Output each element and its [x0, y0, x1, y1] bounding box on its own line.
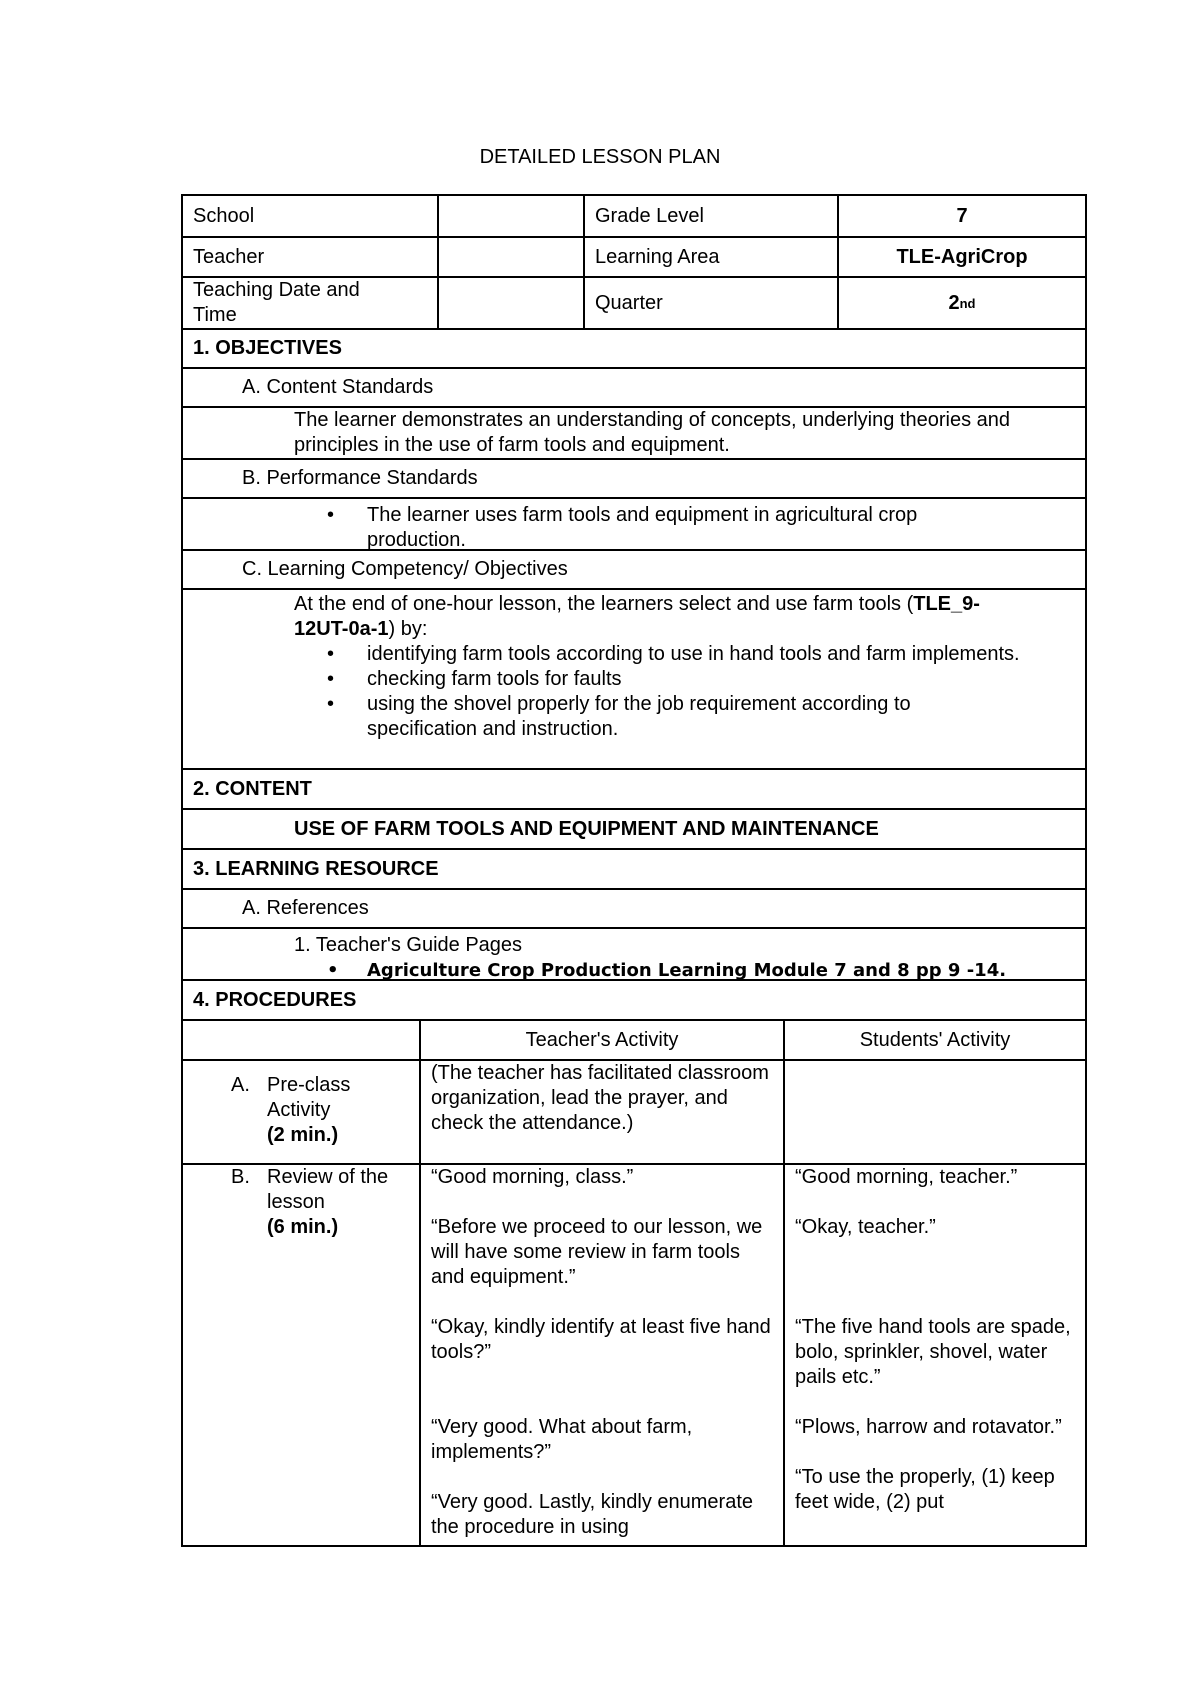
document-title: DETAILED LESSON PLAN [479, 146, 721, 168]
school-label: School [193, 204, 255, 227]
performance-standards-cell [183, 499, 1085, 549]
competency-intro-a: At the end of one-hour lesson, the learners select and use farm tools ( [294, 593, 914, 615]
competency-intro-b: ) by: [388, 618, 428, 640]
quarter-value [837, 278, 1085, 328]
preclass-students [783, 1061, 1085, 1163]
date-row [183, 276, 1085, 328]
content-standards-text-row [183, 406, 1085, 458]
competency-text-row [183, 588, 1085, 768]
review-teacher-line: “Very good. Lastly, kindly enumerate the procedure in using [431, 1491, 754, 1538]
review-teacher [419, 1165, 783, 1545]
performance-standards-label: B. Performance Standards [242, 467, 478, 489]
preclass-teacher: (The teacher has facilitated classroom organization, lead the prayer, and check the attendance.) [419, 1061, 783, 1163]
review-letter: B. [231, 1166, 250, 1188]
teacher-value [437, 238, 583, 276]
quarter-number: 2 [948, 291, 960, 314]
review-teacher-line: “Okay, kindly identify at least five hand tools?” [431, 1316, 771, 1363]
preclass-time: (2 min.) [267, 1124, 339, 1146]
grade-value: 7 [837, 196, 1085, 236]
preclass-stage-text [267, 1073, 409, 1148]
preclass-stage [183, 1061, 419, 1163]
competency-intro [294, 592, 1025, 642]
area-label: Learning Area [583, 238, 837, 276]
content-heading-row [183, 768, 1085, 808]
teacher-row [183, 236, 1085, 276]
content-standards-label: A. Content Standards [242, 376, 434, 398]
performance-bullet-list [294, 503, 1005, 553]
area-value: TLE-AgriCrop [837, 238, 1085, 276]
procedures-stage-header [183, 1021, 419, 1059]
review-student-line: “Plows, harrow and rotavator.” [795, 1416, 1062, 1438]
objectives-heading: 1. OBJECTIVES [193, 337, 342, 359]
guide-bullet-list [294, 958, 1075, 983]
references-row [183, 888, 1085, 927]
procedures-columns-row [183, 1019, 1085, 1059]
competency-row [183, 549, 1085, 588]
quarter-suffix: nd [959, 295, 976, 311]
grade-label: Grade Level [583, 196, 837, 236]
guide-label: 1. Teacher's Guide Pages [294, 934, 523, 956]
competency-bullet: • using the shovel properly for the job requirement according to specification and instruction. [367, 692, 1025, 742]
review-students [783, 1165, 1085, 1545]
review-student-line: “To use the properly, (1) keep feet wide, (2) put [795, 1466, 1055, 1513]
preclass-label: Pre-class Activity [267, 1074, 351, 1121]
content-topic-row [183, 808, 1085, 848]
performance-bullet: • The learner uses farm tools and equipment in agricultural crop production. [367, 503, 1005, 553]
content-standards-row [183, 367, 1085, 406]
preclass-letter: A. [231, 1074, 250, 1096]
school-row [183, 196, 1085, 236]
content-heading: 2. CONTENT [193, 777, 312, 800]
procedures-heading-row [183, 979, 1085, 1019]
performance-standards-row [183, 458, 1085, 497]
date-value [437, 278, 583, 328]
competency-bullet-list [294, 642, 1025, 742]
competency-bullet: • checking farm tools for faults [367, 667, 1025, 692]
review-teacher-line: “Very good. What about farm, implements?” [431, 1416, 693, 1463]
procedures-heading: 4. PROCEDURES [193, 988, 357, 1011]
references-label: A. References [242, 897, 369, 919]
competency-bullet: • identifying farm tools according to use in hand tools and farm implements. [367, 642, 1025, 667]
guide-row [183, 927, 1085, 979]
school-value [437, 196, 583, 236]
preclass-row [183, 1059, 1085, 1163]
objectives-heading-row [183, 328, 1085, 367]
content-topic: USE OF FARM TOOLS AND EQUIPMENT AND MAINTENANCE [294, 817, 879, 840]
guide-bullet: • Agriculture Crop Production Learning Module 7 and 8 pp 9 -14. [367, 958, 1075, 983]
content-standards-text: The learner demonstrates an understanding of concepts, underlying theories and principles in the use of farm tools and equipment. [294, 409, 1011, 456]
guide-cell [183, 929, 1085, 979]
lesson-plan-table [181, 194, 1087, 1547]
review-time: (6 min.) [267, 1216, 339, 1238]
competency-cell [183, 590, 1085, 768]
teacher-label: Teacher [193, 245, 265, 268]
quarter-label: Quarter [583, 278, 837, 328]
review-stage [183, 1165, 419, 1545]
review-stage-text [267, 1165, 409, 1240]
date-label: Teaching Date and Time [193, 279, 360, 326]
review-row [183, 1163, 1085, 1545]
review-teacher-line: “Good morning, class.” [431, 1166, 634, 1188]
review-teacher-line: “Before we proceed to our lesson, we will have some review in farm tools and equipment.” [431, 1216, 763, 1288]
students-activity-header: Students' Activity [783, 1021, 1085, 1059]
performance-standards-text-row [183, 497, 1085, 549]
competency-label: C. Learning Competency/ Objectives [242, 558, 568, 580]
review-student-line: “Good morning, teacher.” [795, 1166, 1018, 1188]
resources-heading: 3. LEARNING RESOURCE [193, 857, 439, 880]
teacher-activity-header: Teacher's Activity [419, 1021, 783, 1059]
resources-heading-row [183, 848, 1085, 888]
competency-code: TLE_9-12UT-0a-1 [294, 593, 980, 640]
review-student-line: “Okay, teacher.” [795, 1216, 936, 1238]
review-label: Review of the lesson [267, 1166, 389, 1213]
review-student-line: “The five hand tools are spade, bolo, sprinkler, shovel, water pails etc.” [795, 1316, 1071, 1388]
